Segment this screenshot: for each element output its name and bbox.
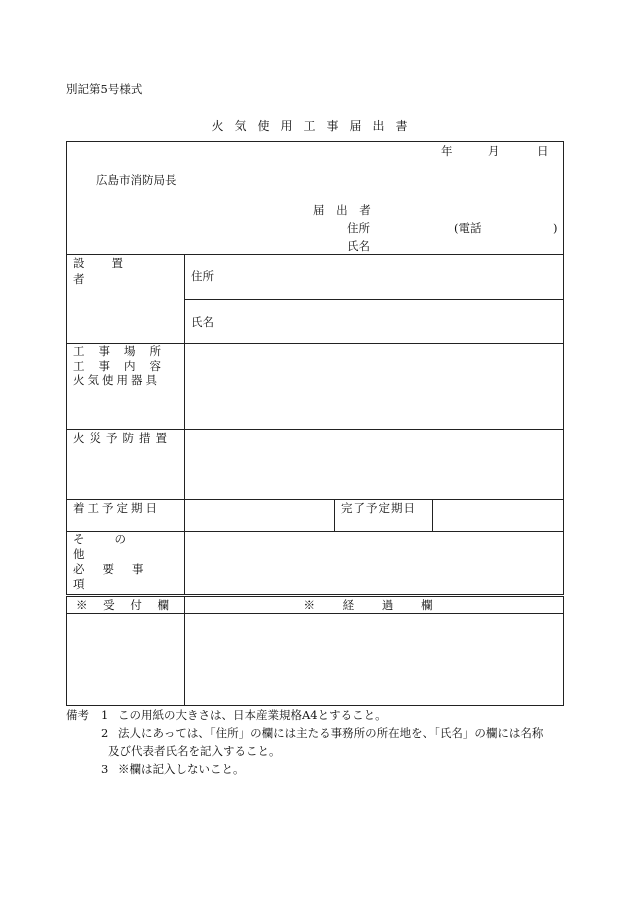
fire-equipment-label: 火気使用器具 [73,373,160,387]
reception-header-cell [67,596,185,614]
note-3-text: ※欄は記入しないこと。 [118,762,245,776]
reception-label: ※ 受 付 欄 [76,598,175,612]
notifier-phone-close: ) [553,221,558,235]
fire-prevention-label-cell [67,430,185,500]
work-label-cell [67,344,185,430]
installer-label [67,255,184,287]
notes-heading: 備考 [66,708,89,722]
end-date-value-cell [433,500,564,532]
progress-header-cell [185,596,564,614]
installer-address-label: 住所 [191,269,214,283]
installer-address-cell [185,255,564,300]
progress-label: ※ 経 過 欄 [303,598,445,612]
notifier-label: 届 出 者 [313,203,375,217]
reception-area [67,614,185,706]
other-value-cell [185,532,564,596]
start-date-label-cell [67,500,185,532]
note-2-text: 法人にあっては、「住所」の欄には主たる事務所の所在地を、「氏名」の欄には名称 [118,726,544,740]
notifier-phone-open: (電話 [454,221,482,235]
date-month: 月 [488,144,500,158]
start-date-label: 着工予定期日 [73,501,160,515]
form-id: 別記第5号様式 [66,82,143,96]
note-1-text: この用紙の大きさは、日本産業規格A4とすること。 [118,708,387,722]
notifier-address-label: 住所 [347,221,370,235]
other-label: その他 [73,532,156,561]
note-3-num: 3 [101,762,109,776]
required-items-label: 必要事項 [73,562,162,591]
installer-name-label: 氏名 [191,315,214,329]
note-2-cont: 及び代表者氏名を記入すること。 [108,744,281,758]
header-box [67,142,564,255]
date-day: 日 [537,144,549,158]
addressee: 広島市消防局長 [96,173,177,187]
end-date-label: 完了予定期日 [341,501,416,515]
note-1-num: 1 [101,708,109,722]
form-table [66,141,564,706]
notifier-name-label: 氏名 [347,239,370,253]
other-label-cell [67,532,185,596]
form-title: 火気使用工事届出書 [211,119,419,133]
installer-name-cell [185,300,564,344]
installer-label-text: 設置者 [73,256,150,286]
end-date-label-cell [335,500,433,532]
progress-area [185,614,564,706]
start-date-value-cell [185,500,335,532]
work-site-label: 工事場所 [73,344,175,358]
fire-prevention-value-cell [185,430,564,500]
date-year: 年 [441,144,453,158]
installer-label-cell [67,255,185,344]
note-2-num: 2 [101,726,109,740]
work-content-label: 工事内容 [73,358,175,373]
work-value-cell [185,344,564,430]
fire-prevention-label: 火災予防措置 [73,431,172,445]
